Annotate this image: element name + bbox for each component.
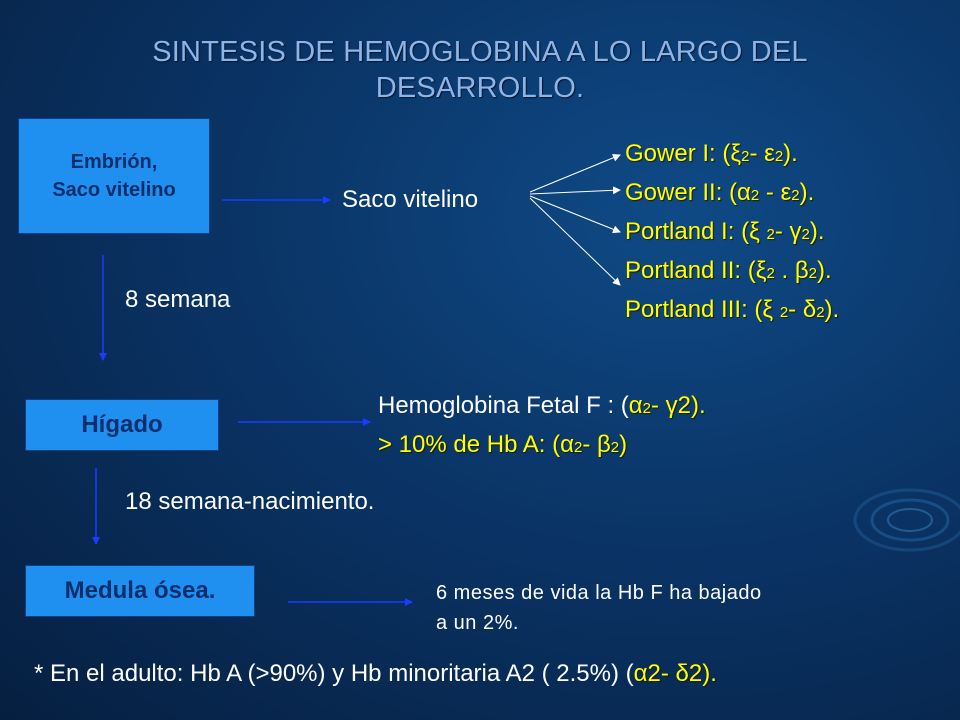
adult-footnote-formula: α2- δ2). xyxy=(633,660,717,687)
globin-chain: - ε xyxy=(749,140,775,167)
hemoglobin-close: ). xyxy=(799,179,815,206)
hemoglobin-name: Portland I: ( xyxy=(625,218,750,245)
globin-chain: α xyxy=(737,179,751,206)
hb-a-sub1: 2 xyxy=(573,439,583,456)
hemoglobin-close: ). xyxy=(816,257,832,284)
medula-info-line1: 6 meses de vida la Hb F ha bajado xyxy=(436,582,762,604)
hemoglobin-name: Portland II: ( xyxy=(625,257,756,284)
fetal-hb-end: 2). xyxy=(677,392,706,419)
stage-box-medula: Medula ósea. xyxy=(25,565,255,617)
hb-a-alpha: α xyxy=(560,431,574,458)
globin-chain: ξ xyxy=(749,218,767,245)
arrow-to-gower-i xyxy=(530,155,620,192)
transition-18-semana: 18 semana-nacimiento. xyxy=(125,488,375,515)
globin-chain: - γ xyxy=(774,218,802,245)
fetal-hb-prefix: Hemoglobina Fetal F : ( xyxy=(378,392,629,419)
embrion-label-line2: Saco vitelino xyxy=(52,179,176,201)
globin-chain: . β xyxy=(774,257,809,284)
globin-chain: - δ xyxy=(788,296,817,323)
hb-a-end: ) xyxy=(619,431,628,458)
water-ripple-decoration xyxy=(840,450,960,570)
slide-title-line1: SINTESIS DE HEMOGLOBINA A LO LARGO DEL xyxy=(152,36,808,68)
fetal-hb-gamma: - γ xyxy=(651,392,678,419)
globin-subscript: 2 xyxy=(766,265,775,282)
stage-box-higado: Hígado xyxy=(25,399,219,451)
medula-info-line2: a un 2%. xyxy=(436,612,519,634)
globin-subscript: 2 xyxy=(816,304,825,321)
hemoglobin-name: Gower I: ( xyxy=(625,140,731,167)
arrow-to-gower-ii xyxy=(530,190,620,194)
globin-chain: ξ xyxy=(755,257,767,284)
adult-footnote-text: * En el adulto: Hb A (>90%) y Hb minoritaria A2 ( 2.5%) ( xyxy=(34,660,634,687)
hb-a-prefix: > 10% de Hb A: ( xyxy=(378,431,561,458)
globin-subscript: 2 xyxy=(741,148,750,165)
globin-subscript: 2 xyxy=(774,148,784,165)
globin-subscript: 2 xyxy=(801,226,810,243)
slide-title-line2: DESARROLLO. xyxy=(375,72,585,104)
globin-subscript: 2 xyxy=(750,187,760,204)
globin-chain: ξ xyxy=(762,296,780,323)
arrow-to-portland-ii xyxy=(530,198,620,285)
saco-vitelino-label: Saco vitelino xyxy=(342,186,479,213)
globin-subscript: 2 xyxy=(779,304,789,321)
fetal-hb-alpha: α xyxy=(628,392,643,419)
hemoglobin-name: Portland III: ( xyxy=(625,296,763,323)
transition-8-semana: 8 semana xyxy=(125,286,231,313)
globin-chain: ξ xyxy=(730,140,742,167)
hemoglobin-close: ). xyxy=(824,296,840,323)
hemoglobin-close: ). xyxy=(783,140,798,167)
globin-subscript: 2 xyxy=(791,187,800,204)
hemoglobin-name: Gower II: ( xyxy=(625,179,738,206)
hemoglobin-close: ). xyxy=(809,218,825,245)
hb-a-beta: - β xyxy=(582,431,611,458)
globin-chain: - ε xyxy=(759,179,792,206)
fetal-hb-sub1: 2 xyxy=(642,400,651,417)
hb-a-sub2: 2 xyxy=(610,439,620,456)
globin-subscript: 2 xyxy=(766,226,775,243)
globin-subscript: 2 xyxy=(808,265,817,282)
arrow-to-portland-i xyxy=(530,196,620,232)
embrion-label-line1: Embrión, xyxy=(70,151,158,173)
